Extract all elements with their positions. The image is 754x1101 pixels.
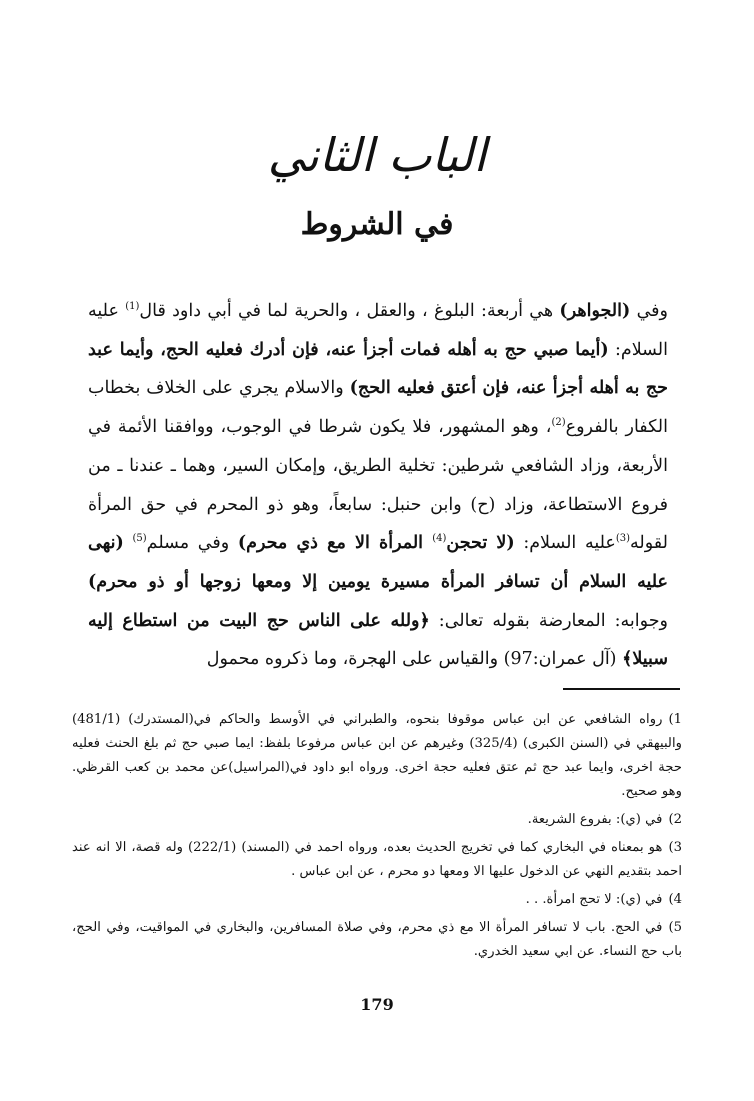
- body-text-run: هي أربعة: البلوغ ، والعقل ، والحرية لما في أبي داود قال: [139, 301, 560, 321]
- chapter-subtitle: في الشروط: [300, 207, 454, 242]
- hadith-quote: (نهى عليه السلام أن تسافر المرأة مسيرة يومين إلا ومعها زوجها أو ذو محرم): [88, 533, 668, 592]
- footnote-ref-1[interactable]: (1): [125, 301, 140, 313]
- footnote-text: في (ي): لا تحج امرأة. . .: [525, 892, 663, 907]
- footnote-number: 2): [668, 812, 682, 827]
- chapter-title: الباب الثاني: [267, 128, 487, 182]
- body-text-run: (آل عمران:97) والقياس على الهجرة، وما ذكروه محمول: [206, 649, 623, 670]
- footnote-text: هو بمعناه في البخاري كما في تخريج الحديث بعده، ورواه احمد في (المسند) (222/1) وله قصة، الا انه عند احمد بتقديم النهي عن الدخول عليها الا ومعها دو محرم ، عن ابن عباس .: [72, 840, 682, 879]
- footnotes: [72, 708, 682, 968]
- body-text-run: عليه السلام:: [514, 533, 616, 554]
- footnote-number: 5): [668, 920, 682, 935]
- body-text-run: وفي: [630, 301, 668, 321]
- footnote: [72, 888, 682, 912]
- footnote: [72, 808, 682, 832]
- main-text: [88, 292, 668, 679]
- footnote-ref-3[interactable]: (3): [615, 533, 631, 545]
- quran-verse: ﴿ولله على الناس حج البيت من استطاع إليه سبيلا﴾: [88, 610, 668, 670]
- page-number: 179: [360, 995, 394, 1014]
- footnote-ref-2[interactable]: (2): [551, 417, 566, 429]
- footnote-number: 3): [668, 840, 682, 855]
- footnote-ref-5[interactable]: (5): [132, 533, 147, 545]
- footnote-text: في الحج. باب لا تسافر المرأة الا مع ذي محرم، وفي صلاة المسافرين، والبخاري في المواقيت، وفي الحج، باب حج النساء. عن ابي سعيد الخدري.: [72, 920, 682, 959]
- body-text-run: ، وهو المشهور، فلا يكون شرطا في الوجوب، ووافقنا الأئمة في الأربعة، وزاد الشافعي شرطين: تخلية الطريق، وإمكان السير، وهما ـ عندنا ـ من فروع الاستطاعة، وزاد (ح) وابن حنبل: سابعاً، وهو ذو المحرم في حق المرأة لقوله: [88, 417, 668, 554]
- footnote: [72, 916, 682, 964]
- main-paragraph: [88, 292, 668, 679]
- source-reference: (الجواهر): [559, 301, 631, 321]
- footnote-number: 4): [668, 892, 682, 907]
- footnote-text: في (ي): بفروع الشريعة.: [527, 812, 663, 827]
- body-text-run: عليه السلام:: [88, 301, 668, 360]
- body-text-run: وجوابه: المعارضة بقوله تعالى:: [429, 610, 668, 631]
- footnote-text: رواه الشافعي عن ابن عباس موقوفا بنحوه، والطبراني في الأوسط والحاكم في(المستدرك) (481/1) والبيهقي في (السنن الكبرى) (325/4) وغيرهم عن ابن عباس مرفوعا بلفظ: ايما صبي حج ثم بلغ الحنث فعليه حجة اخرى، وايما عبد حج ثم عتق فعليه حجة اخرى. ورواه ابو داود في(المراسيل)عن محمد بن كعب القرظي. وهو صحيح.: [72, 712, 682, 799]
- footnote-divider: [563, 688, 680, 690]
- hadith-quote: (أيما صبي حج به أهله فمات أجزأ عنه، فإن أدرك فعليه الحج، وأيما عبد حج به أهله أجزأ عنه، فإن أعتق فعليه الحج): [88, 339, 669, 399]
- hadith-quote: المرأة الا مع ذي محرم): [237, 533, 433, 554]
- footnote: [72, 708, 682, 804]
- body-text-run: وفي مسلم: [146, 533, 238, 554]
- footnote: [72, 836, 682, 884]
- footnote-number: 1): [668, 712, 682, 727]
- body-text-run: والاسلام يجري على الخلاف بخطاب الكفار بالفروع: [88, 378, 668, 438]
- footnote-ref-4[interactable]: (4): [432, 533, 447, 545]
- hadith-quote: (لا تحجن: [446, 533, 515, 554]
